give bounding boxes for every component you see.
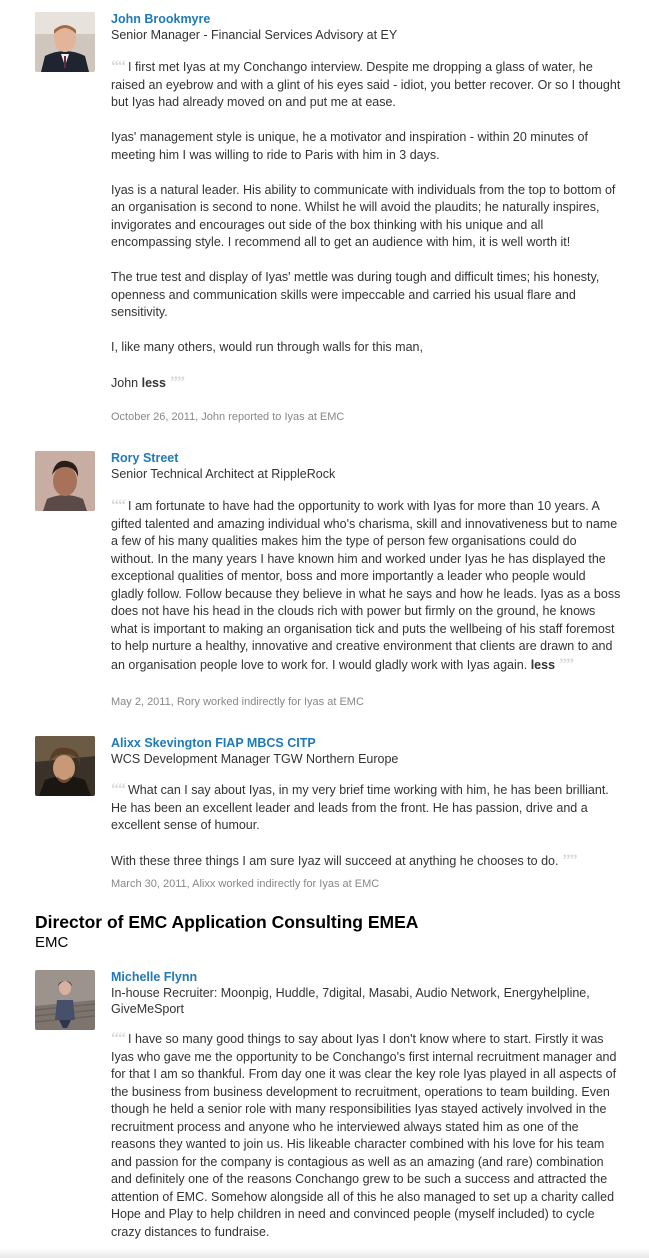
recommender-name-link[interactable]: Alixx Skevington FIAP MBCS CITP [111, 736, 316, 750]
recommendation-paragraph: Iyas is a natural leader. His ability to communicate with individuals from the top to bottom of an organisation is second to none. Whilst he will avoid the plaudits; he naturally inspires, invigorates and encourages out side of the box thinking with his unique and all encompassing style. I recommend all to get an audience with him, it is well worth it! [111, 182, 616, 249]
recommendation-meta: May 2, 2011, Rory worked indirectly for Iyas at EMC [111, 696, 364, 708]
recommender-headline: In-house Recruiter: Moonpig, Huddle, 7digital, Masabi, Audio Network, Energyhelpline, GiveMeSport [111, 986, 590, 1016]
recommendation-paragraph: With these three things I am sure Iyaz will succeed at anything he chooses to do. ”” [111, 852, 577, 869]
close-quote-icon: ”” [562, 852, 577, 869]
recommender-name-link[interactable]: John Brookmyre [111, 12, 211, 26]
avatar[interactable] [35, 451, 95, 511]
avatar[interactable] [35, 12, 95, 72]
position-title: Director of EMC Application Consulting EMEA [35, 912, 419, 932]
recommender-headline: WCS Development Manager TGW Northern Europe [111, 752, 399, 766]
recommendation-paragraph: Iyas' management style is unique, he a motivator and inspiration - within 20 minutes of meeting him I was willing to ride to Paris with him in 3 days. [111, 130, 588, 162]
less-toggle[interactable]: less [530, 657, 556, 672]
recommendation-meta: March 30, 2011, Alixx worked indirectly for Iyas at EMC [111, 878, 380, 890]
position-header [35, 912, 418, 952]
recommendation-text [111, 497, 621, 674]
open-quote-icon: ““ [111, 1030, 125, 1047]
recommender-headline: Senior Technical Architect at RippleRock [111, 467, 336, 481]
person-photo-icon [35, 970, 95, 1030]
recommender-name-link[interactable]: Rory Street [111, 451, 179, 465]
bottom-scroll-shadow [0, 1248, 649, 1258]
avatar[interactable] [35, 736, 95, 796]
person-photo-icon [35, 736, 95, 796]
open-quote-icon: ““ [111, 58, 125, 75]
recommendation-meta: October 26, 2011, John reported to Iyas at EMC [111, 411, 345, 423]
person-photo-icon [35, 12, 95, 72]
open-quote-icon: ““ [111, 497, 125, 514]
open-quote-icon: ““ [111, 781, 125, 798]
recommendation-paragraph: I, like many others, would run through walls for this man, [111, 340, 423, 354]
recommendation-paragraph: ““ I am fortunate to have had the opportunity to work with Iyas for more than 10 years. A gifted talented and amazing individual who's charisma, skill and innovativeness but to name a few of his many qualities makes him the type of person few organisations could do without. In the many years I have known him and worked under Iyas he has displayed the exceptional qualities of mentor, boss and more importantly a leader who people would gladly follow. Follow because they believe in what he says and how he leads. Iyas as a boss does not have his head in the clouds rich with power but firmly on the ground, he knows what is important to making an organisation tick and puts the wellbeing of his staff foremost to help nurture a healthy, innovative and creative environment that clients are drawn to and an organisation people love to work for. I would gladly work with Iyas again. less ”” [111, 497, 621, 673]
recommendation-text [111, 781, 621, 871]
recommendation-paragraph: ““ I have so many good things to say about Iyas I don't know where to start. Firstly it was Iyas who gave me the opportunity to be Conchango's first internal recruitment manager and for that I am so thankful. From day one it was clear the key role Iyas played in all aspects of the business from business development to recruitment, operations to team building. Even though he held a senior role with many responsibilities Iyas stayed actively involved in the recruitment process and anyone who he interviewed always stated him as one of the reasons they wanted to join us. His likeable character combined with his love for his team and passion for the company is contagious as well as an amazing (and rare) combination and definitely one of the reasons Conchango grew to be such a success and attracted the attention of EMC. Somehow alongside all of this he also managed to set up a charity called Hope and Play to help children in need and convinced people (myself included) to cycle crazy distances to fundraise. [111, 1030, 617, 1239]
close-quote-icon: ”” [559, 655, 574, 673]
recommendation-paragraph: ““ I first met Iyas at my Conchango interview. Despite me dropping a glass of water, he raised an eyebrow and with a glint of his eyes said - idiot, you better recover. Or so I thought but Iyas had already moved on and put me at ease. [111, 58, 621, 109]
close-quote-icon: ”” [169, 374, 184, 391]
recommendation-text [111, 58, 621, 393]
less-toggle[interactable]: less [141, 376, 166, 390]
recommendation-paragraph: John less ”” [111, 374, 184, 391]
recommender-headline: Senior Manager - Financial Services Advisory at EY [111, 28, 398, 42]
avatar[interactable] [35, 970, 95, 1030]
recommender-name-link[interactable]: Michelle Flynn [111, 970, 198, 984]
recommendation-paragraph: ““ What can I say about Iyas, in my very brief time working with him, he has been brilliant. He has been an excellent leader and leads from the front. He has passion, drive and a excellent sense of humour. [111, 781, 609, 832]
person-photo-icon [35, 451, 95, 511]
position-company: EMC [35, 934, 69, 951]
recommendation-paragraph: The true test and display of Iyas' mettle was during tough and difficult times; his honesty, openness and communication skills were impeccable and carried his usual flare and sensitivity. [111, 270, 600, 319]
recommendation-text [111, 1030, 621, 1241]
